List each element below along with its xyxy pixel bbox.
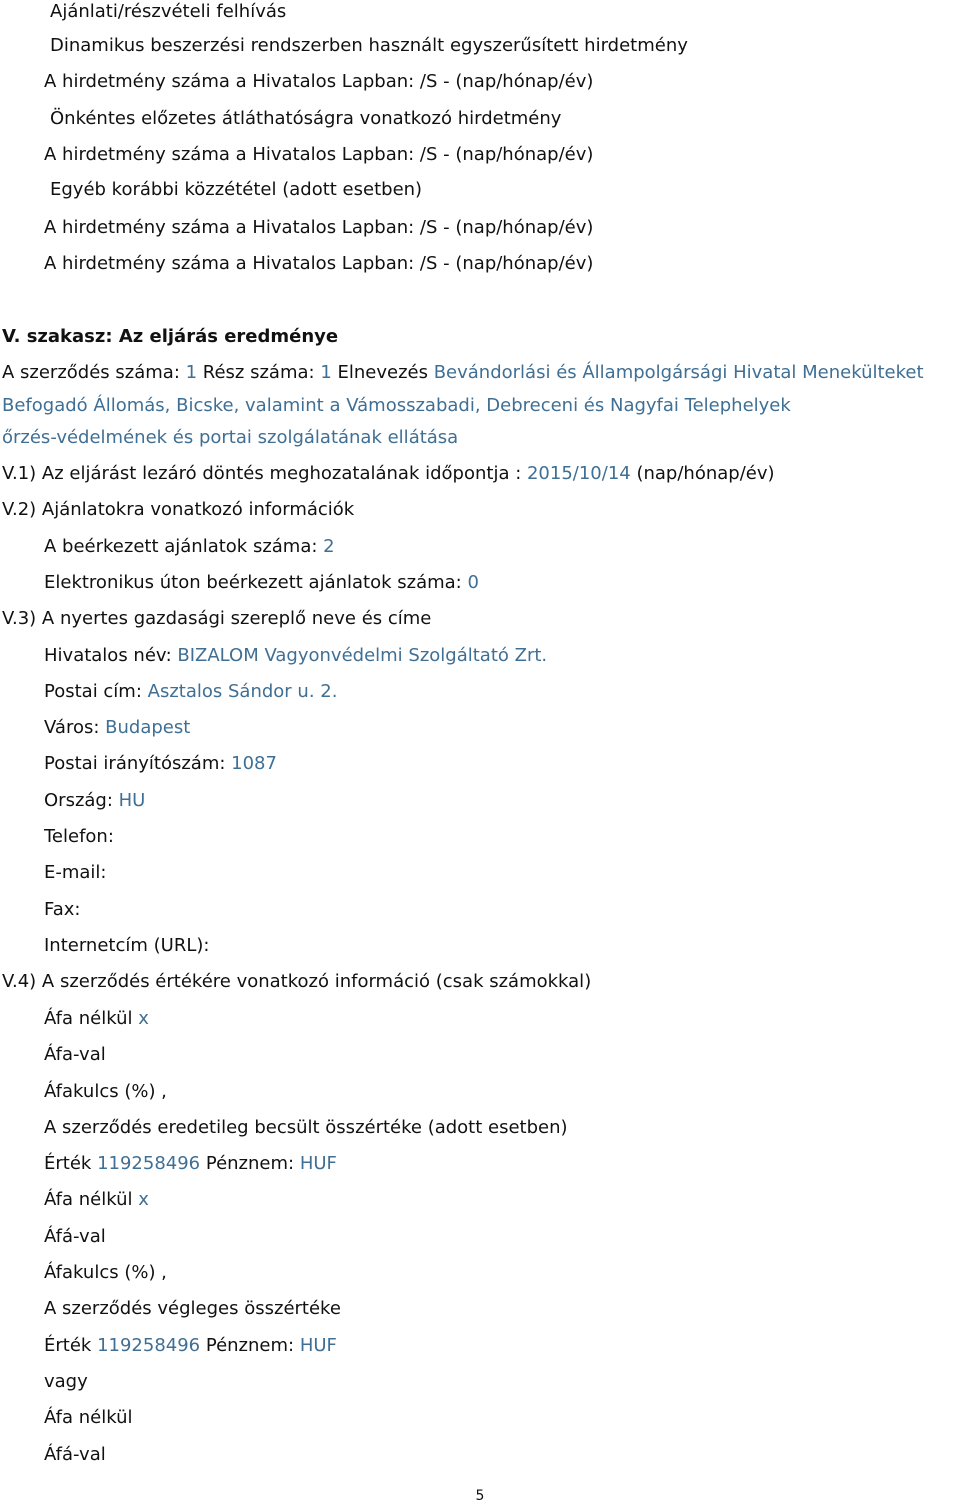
v4-b4: A szerződés végleges összértéke: [44, 1298, 341, 1319]
part-no: 1: [320, 362, 332, 383]
country-label: Ország:: [44, 790, 119, 811]
zip-line: [44, 752, 277, 776]
contract-line: [2, 361, 924, 385]
section-heading: V. szakasz: Az eljárás eredménye: [2, 326, 339, 347]
notice-number-4: A hirdetmény száma a Hivatalos Lapban: /S - (nap/hónap/év): [44, 253, 594, 274]
v4-label: V.4) A szerződés értékére vonatkozó információ (csak számokkal): [2, 971, 592, 992]
email-label: E-mail:: [44, 862, 107, 883]
v3-label: V.3) A nyertes gazdasági szereplő neve és címe: [2, 608, 432, 629]
a1-mark: x: [138, 1008, 149, 1029]
currency2-label: Pénznem:: [200, 1335, 300, 1356]
notice-number-2: A hirdetmény száma a Hivatalos Lapban: /S - (nap/hónap/év): [44, 144, 594, 165]
phone-label: Telefon:: [44, 826, 114, 847]
country: HU: [118, 790, 146, 811]
notice-call-for-tender: Ajánlati/részvételi felhívás: [50, 1, 287, 22]
value1-label: Érték: [44, 1153, 98, 1174]
value2-label: Érték: [44, 1335, 98, 1356]
v4-c3: Áfá-val: [44, 1444, 106, 1465]
page-number: 5: [475, 1488, 485, 1504]
v4-b1-line: [44, 1188, 149, 1212]
v2-label: V.2) Ajánlatokra vonatkozó információk: [2, 499, 355, 520]
electronic-count: 0: [467, 572, 479, 593]
value1: 119258496: [97, 1153, 201, 1174]
v4-a4: A szerződés eredetileg becsült összértéke (adott esetben): [44, 1117, 568, 1138]
official-name-line: [44, 644, 547, 668]
notice-other-publication: Egyéb korábbi közzététel (adott esetben): [50, 179, 423, 200]
official-name: BIZALOM Vagyonvédelmi Szolgáltató Zrt.: [177, 645, 548, 666]
value1-line: [44, 1152, 337, 1176]
notice-dynamic-purchasing: Dinamikus beszerzési rendszerben használt egyszerűsített hirdetmény: [50, 35, 688, 56]
v4-a3: Áfakulcs (%) ,: [44, 1081, 167, 1102]
v2-received-line: [44, 535, 335, 559]
notice-voluntary-transparency: Önkéntes előzetes átláthatóságra vonatkozó hirdetmény: [50, 108, 562, 129]
part-no-label: Rész száma:: [197, 362, 321, 383]
contract-no-label: A szerződés száma:: [2, 362, 186, 383]
v2-electronic-line: [44, 571, 479, 595]
value2: 119258496: [97, 1335, 201, 1356]
received-count: 2: [323, 536, 335, 557]
notice-number-3: A hirdetmény száma a Hivatalos Lapban: /S - (nap/hónap/év): [44, 217, 594, 238]
v4-b3: Áfakulcs (%) ,: [44, 1262, 167, 1283]
currency1: HUF: [299, 1153, 337, 1174]
v1-date: 2015/10/14: [526, 463, 631, 484]
contract-name-line3: őrzés-védelmének és portai szolgálatának ellátása: [2, 427, 459, 448]
postal-line: [44, 680, 337, 704]
currency2: HUF: [299, 1335, 337, 1356]
a1-label: Áfa nélkül: [44, 1008, 139, 1029]
contract-no: 1: [185, 362, 198, 383]
electronic-label: Elektronikus úton beérkezett ajánlatok száma:: [44, 572, 468, 593]
notice-number-1: A hirdetmény száma a Hivatalos Lapban: /S - (nap/hónap/év): [44, 71, 594, 92]
v1-suffix: (nap/hónap/év): [630, 463, 775, 484]
currency1-label: Pénznem:: [200, 1153, 300, 1174]
postal-address: Asztalos Sándor u. 2.: [147, 681, 338, 702]
v1-line: [2, 462, 775, 486]
url-label: Internetcím (URL):: [44, 935, 210, 956]
postal-label: Postai cím:: [44, 681, 148, 702]
city-label: Város:: [44, 717, 106, 738]
zip: 1087: [231, 753, 277, 774]
b1-label: Áfa nélkül: [44, 1189, 139, 1210]
contract-name-label: Elnevezés: [331, 362, 434, 383]
v4-a2: Áfa-val: [44, 1044, 106, 1065]
official-name-label: Hivatalos név:: [44, 645, 178, 666]
b1-mark: x: [138, 1189, 149, 1210]
v1-label: V.1) Az eljárást lezáró döntés meghozatalának időpontja :: [2, 463, 527, 484]
city: Budapest: [105, 717, 191, 738]
value2-line: [44, 1334, 337, 1358]
contract-name-line1: Bevándorlási és Állampolgársági Hivatal Menekülteket: [433, 362, 924, 383]
v4-a1-line: [44, 1007, 149, 1031]
contract-name-line2: Befogadó Állomás, Bicske, valamint a Vámosszabadi, Debreceni és Nagyfai Telephelyek: [2, 395, 791, 416]
v4-b2: Áfá-val: [44, 1226, 106, 1247]
v4-c1: vagy: [44, 1371, 88, 1392]
zip-label: Postai irányítószám:: [44, 753, 232, 774]
v4-c2: Áfa nélkül: [44, 1407, 133, 1428]
country-line: [44, 789, 145, 813]
fax-label: Fax:: [44, 899, 81, 920]
received-label: A beérkezett ajánlatok száma:: [44, 536, 324, 557]
city-line: [44, 716, 190, 740]
